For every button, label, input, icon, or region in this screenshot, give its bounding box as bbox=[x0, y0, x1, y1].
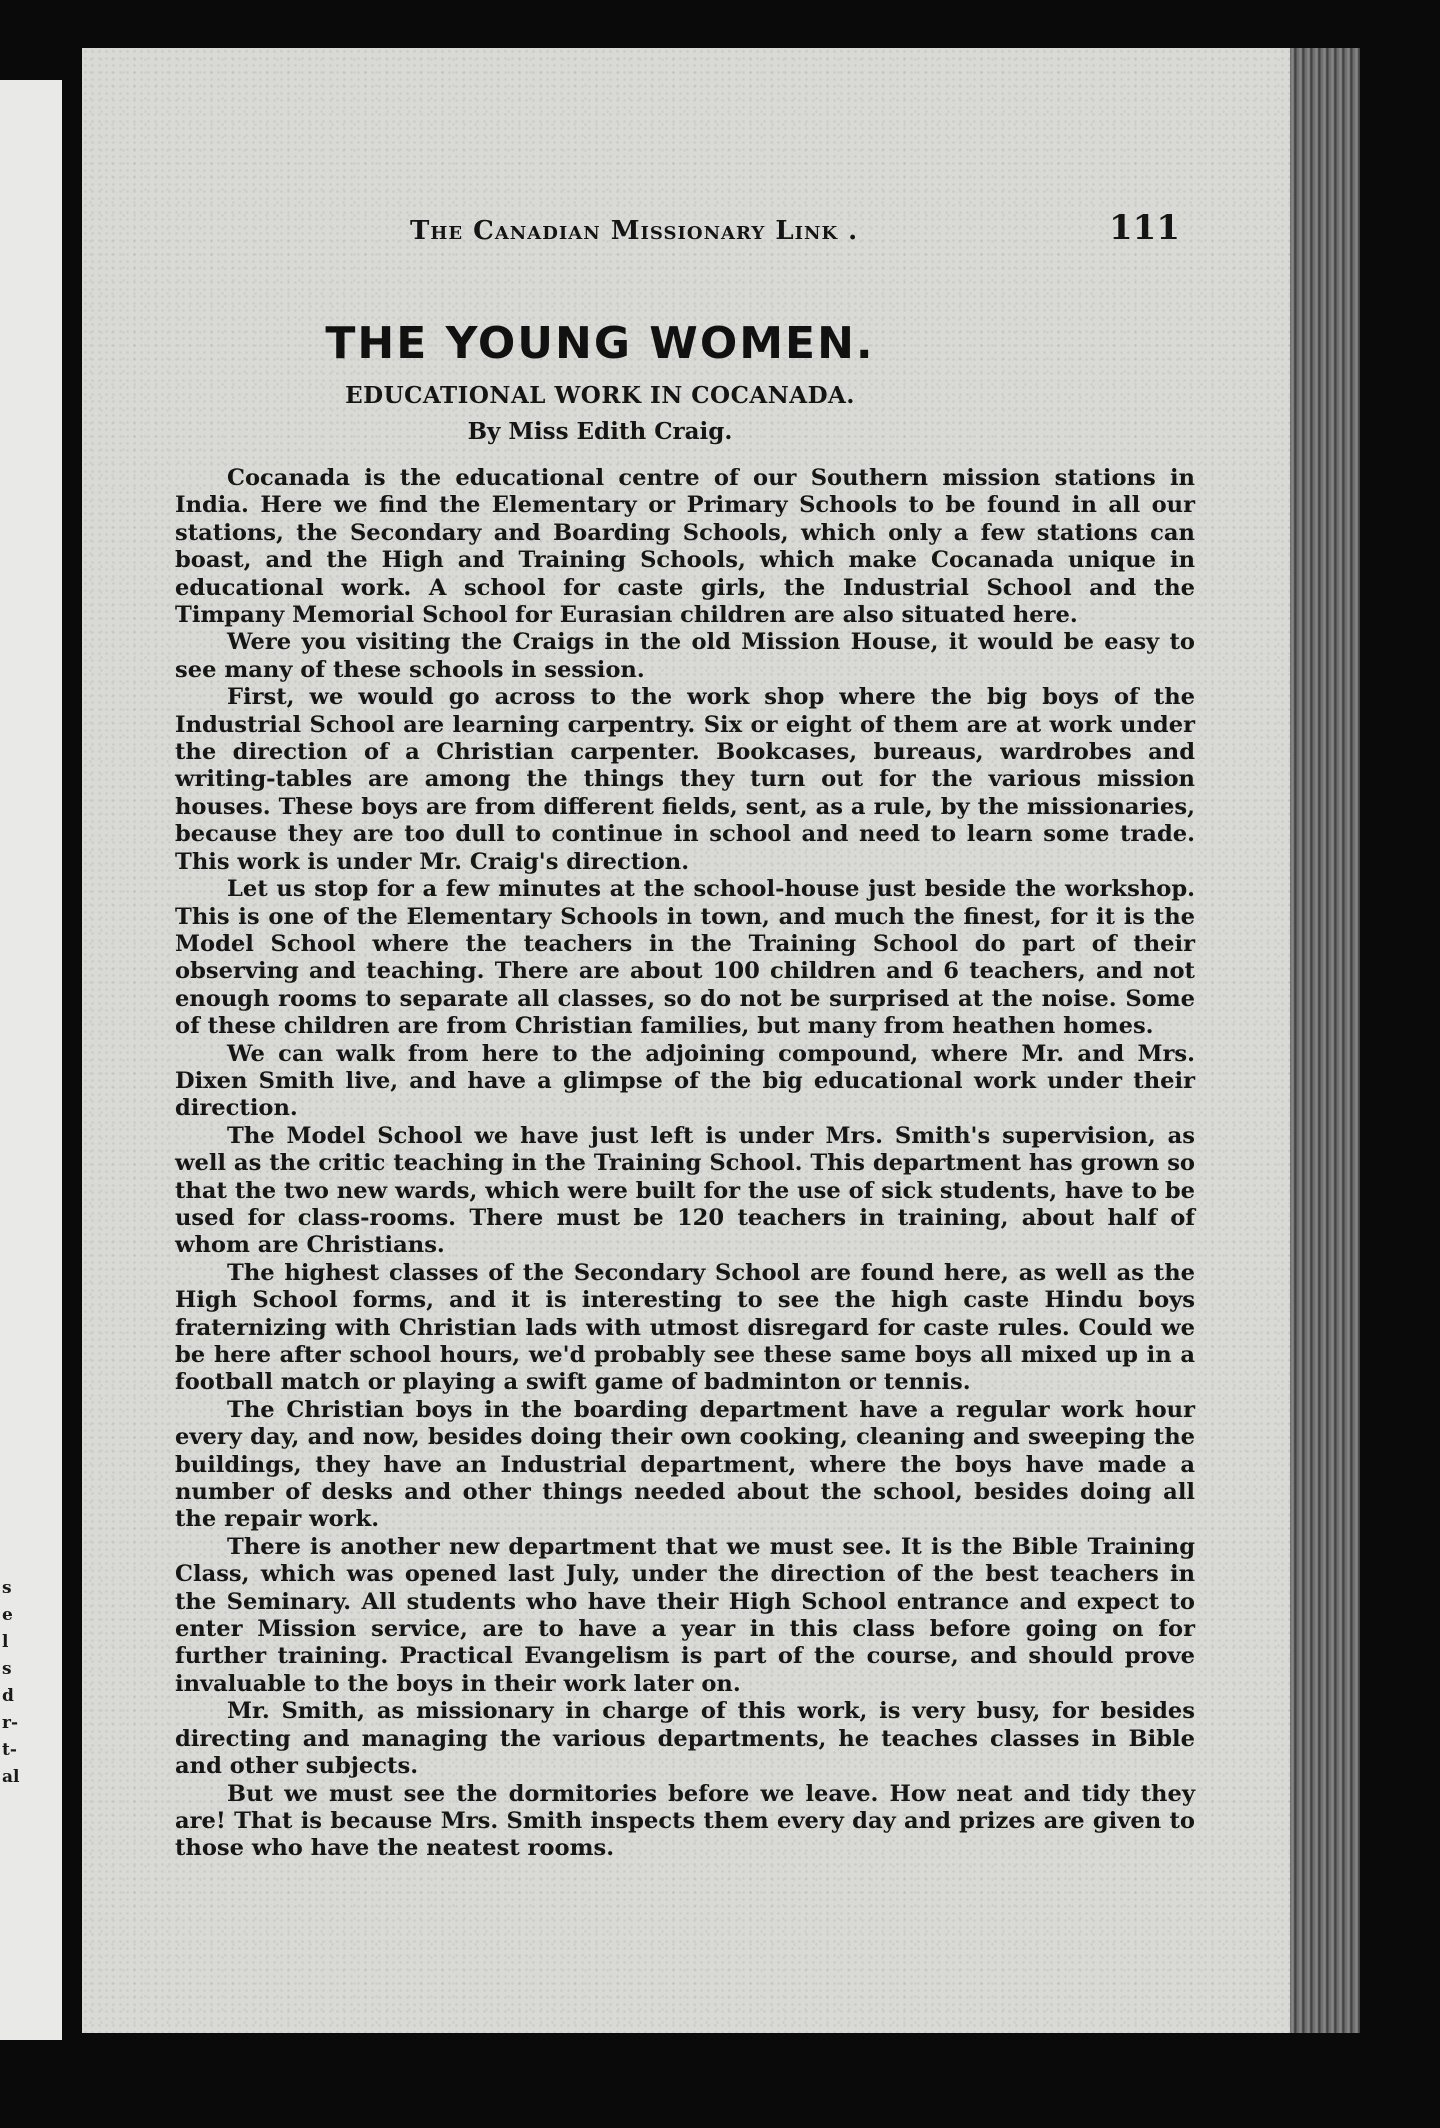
paragraph: The Model School we have just left is under Mrs. Smith's supervision, as well as the critic teaching in the Training School. This department has grown so that the two new wards, which were built for the use of sick students, have to be used for class-rooms. There must be 120 teachers in training, about half of whom are Christians. bbox=[175, 1122, 1195, 1259]
article-title: THE YOUNG WOMEN. bbox=[325, 318, 875, 369]
paragraph: First, we would go across to the work shop where the big boys of the Industrial School are learning carpentry. Six or eight of them are at work under the direction of a Christian carpenter. Bookcases, bureaus, wardrobes and writing-tables are among the things they turn out for the various mission houses. These boys are from different fields, sent, as a rule, by the missionaries, because they are too dull to continue in school and need to learn some trade. This work is under Mr. Craig's direction. bbox=[175, 684, 1195, 875]
book-page-edges bbox=[1290, 48, 1360, 2033]
running-title: The Canadian Missionary Link . bbox=[410, 216, 859, 246]
margin-fragment: s bbox=[2, 1578, 12, 1598]
page-number: 111 bbox=[1109, 208, 1180, 248]
margin-fragment: e bbox=[2, 1605, 13, 1625]
paragraph: Cocanada is the educational centre of our Southern mission stations in India. Here we find the Elementary or Primary Schools to be found in all our stations, the Secondary and Boarding Schools, which only a few stations can boast, and the High and Training Schools, which make Cocanada unique in educational work. A school for caste girls, the Industrial School and the Timpany Memorial School for Eurasian children are also situated here. bbox=[175, 465, 1195, 629]
paragraph: The highest classes of the Secondary School are found here, as well as the High School forms, and it is interesting to see the high caste Hindu boys fraternizing with Christian lads with utmost disregard for caste rules. Could we be here after school hours, we'd probably see these same boys all mixed up in a football match or playing a swift game of badminton or tennis. bbox=[175, 1259, 1195, 1396]
margin-fragment: t- bbox=[2, 1740, 17, 1760]
facing-page-edge bbox=[0, 80, 62, 2040]
article-subtitle: EDUCATIONAL WORK IN COCANADA. bbox=[345, 382, 855, 409]
paragraph: There is another new department that we must see. It is the Bible Training Class, which was opened last July, under the direction of the best teachers in the Seminary. All students who have their High School entrance and expect to enter Mission service, are to have a year in this class before going on for further training. Practical Evangelism is part of the course, and should prove invaluable to the boys in their work later on. bbox=[175, 1533, 1195, 1697]
article-body bbox=[175, 465, 1195, 1863]
margin-fragment: s bbox=[2, 1659, 12, 1679]
page-header bbox=[330, 208, 1180, 248]
margin-fragment: d bbox=[2, 1686, 14, 1706]
paragraph: We can walk from here to the adjoining compound, where Mr. and Mrs. Dixen Smith live, and have a glimpse of the big educational work under their direction. bbox=[175, 1040, 1195, 1122]
margin-fragment: al bbox=[2, 1767, 20, 1787]
article-byline: By Miss Edith Craig. bbox=[467, 418, 733, 445]
margin-fragment: r- bbox=[2, 1713, 19, 1733]
paragraph: Mr. Smith, as missionary in charge of this work, is very busy, for besides directing and managing the various departments, he teaches classes in Bible and other subjects. bbox=[175, 1698, 1195, 1780]
margin-fragment: l bbox=[2, 1632, 9, 1652]
paragraph: But we must see the dormitories before we leave. How neat and tidy they are! That is because Mrs. Smith inspects them every day and prizes are given to those who have the neatest rooms. bbox=[175, 1780, 1195, 1862]
paragraph: Were you visiting the Craigs in the old Mission House, it would be easy to see many of these schools in session. bbox=[175, 629, 1195, 683]
paragraph: The Christian boys in the boarding department have a regular work hour every day, and now, besides doing their own cooking, cleaning and sweeping the buildings, they have an Industrial department, where the boys have made a number of desks and other things needed about the school, besides doing all the repair work. bbox=[175, 1396, 1195, 1533]
paragraph: Let us stop for a few minutes at the school-house just beside the workshop. This is one of the Elementary Schools in town, and much the finest, for it is the Model School where the teachers in the Training School do part of their observing and teaching. There are about 100 children and 6 teachers, and not enough rooms to separate all classes, so do not be surprised at the noise. Some of these children are from Christian families, but many from heathen homes. bbox=[175, 876, 1195, 1040]
